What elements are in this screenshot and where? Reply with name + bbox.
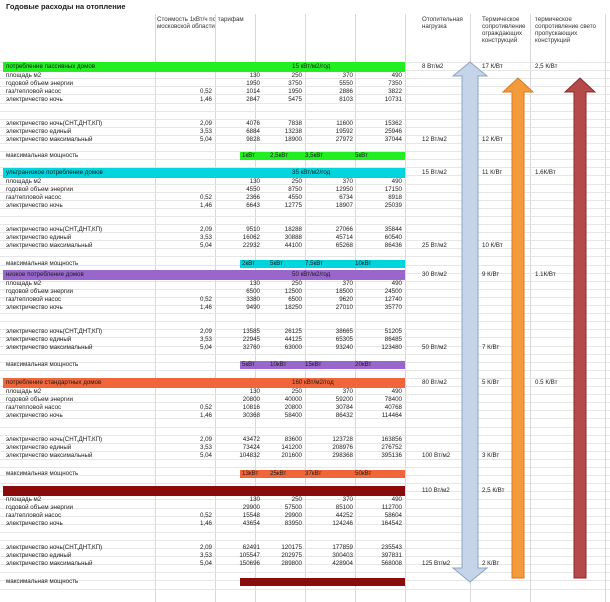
row-value-130: 6500 (246, 288, 260, 295)
row-value-370: 123728 (332, 436, 353, 443)
row-value-250: 83950 (284, 520, 302, 527)
row-price: 3,53 (199, 444, 212, 451)
row-value-130: 30368 (242, 412, 260, 419)
row-value-250: 29900 (284, 512, 302, 519)
row-value-130: 105547 (239, 552, 260, 559)
row-value-370: 300403 (332, 552, 353, 559)
row-value-490: 12740 (384, 296, 402, 303)
row-label: площадь м2 (6, 280, 42, 287)
row-label: электричество ночь(СНТ,ДНТ,КП) (6, 226, 103, 233)
section-load: 8 Вт/м2 (422, 63, 444, 70)
row-value-130: 6884 (246, 128, 260, 135)
row-value-490: 7350 (388, 80, 402, 87)
row-value-370: 19592 (335, 128, 353, 135)
section-resistance: 17 К/Вт (482, 63, 503, 70)
row-value-250: 1950 (288, 88, 302, 95)
section-load: 80 Вт/м2 (422, 379, 447, 386)
row-value-370: 177859 (332, 544, 353, 551)
max-power-value: 20кВт (355, 361, 372, 368)
row-price: 0,52 (199, 88, 212, 95)
row-label: электричество максимальный (6, 344, 93, 351)
row-value-130: 130 (249, 496, 260, 503)
row-value-250: 57500 (284, 504, 302, 511)
row-value-490: 490 (391, 280, 402, 287)
section-resistance-2: 12 К/Вт (482, 136, 503, 143)
row-value-370: 65305 (335, 336, 353, 343)
row-value-130: 4550 (246, 186, 260, 193)
row-value-250: 141200 (281, 444, 302, 451)
section-load-2: 50 Вт/м2 (422, 344, 447, 351)
row-value-250: 18900 (284, 136, 302, 143)
row-value-370: 45714 (335, 234, 353, 241)
section-label: низкое потребление домов (6, 271, 84, 278)
row-value-490: 123480 (381, 344, 402, 351)
row-value-130: 32760 (242, 344, 260, 351)
max-power-value: 15кВт (305, 361, 322, 368)
row-price: 2,09 (199, 120, 212, 127)
row-value-130: 22932 (242, 242, 260, 249)
section-resistance-2: 2 К/Вт (482, 560, 500, 567)
row-value-490: 276752 (381, 444, 402, 451)
row-price: 2,09 (199, 226, 212, 233)
row-value-130: 130 (249, 280, 260, 287)
row-value-250: 289800 (281, 560, 302, 567)
row-value-370: 370 (342, 496, 353, 503)
row-label: электричество ночь (6, 304, 63, 311)
row-price: 3,53 (199, 234, 212, 241)
row-value-130: 9828 (246, 136, 260, 143)
row-value-370: 2886 (339, 88, 353, 95)
max-power-label: максимальная мощность (6, 361, 79, 368)
row-price: 1,46 (199, 202, 212, 209)
row-value-370: 124246 (332, 520, 353, 527)
row-label: электричество единый (6, 128, 72, 135)
row-value-130: 22945 (242, 336, 260, 343)
row-value-250: 8750 (288, 186, 302, 193)
row-value-370: 208976 (332, 444, 353, 451)
row-value-370: 38665 (335, 328, 353, 335)
section-resistance-2: 7 К/Вт (482, 344, 500, 351)
row-value-370: 65268 (335, 242, 353, 249)
row-value-490: 86485 (384, 336, 402, 343)
row-label: электричество ночь (6, 520, 63, 527)
row-price: 1,46 (199, 304, 212, 311)
row-value-370: 428904 (332, 560, 353, 567)
row-label: электричество ночь (6, 96, 63, 103)
row-value-490: 235543 (381, 544, 402, 551)
max-power-label: максимальная мощность (6, 152, 79, 159)
row-value-370: 44252 (335, 512, 353, 519)
row-value-370: 30784 (335, 404, 353, 411)
row-price: 5,04 (199, 136, 212, 143)
row-value-490: 10731 (384, 96, 402, 103)
row-value-490: 25946 (384, 128, 402, 135)
section-resistance: 9 К/Вт (482, 271, 500, 278)
arrow-down-icon (453, 62, 487, 582)
row-value-250: 12500 (284, 288, 302, 295)
row-value-130: 3380 (246, 296, 260, 303)
row-price: 3,53 (199, 128, 212, 135)
row-value-130: 2847 (246, 96, 260, 103)
row-price: 0,52 (199, 296, 212, 303)
row-value-370: 85100 (335, 504, 353, 511)
header-cost: Стоимость 1кВт/ч по тарифам московской области (157, 16, 244, 30)
row-label: годовой объем энергии (6, 80, 73, 87)
row-value-490: 24500 (384, 288, 402, 295)
row-label: площадь м2 (6, 178, 42, 185)
row-value-250: 26125 (284, 328, 302, 335)
row-value-130: 29900 (242, 504, 260, 511)
row-price: 5,04 (199, 452, 212, 459)
row-price: 1,46 (199, 412, 212, 419)
section-resistance-2: 3 К/Вт (482, 452, 500, 459)
row-value-370: 12950 (335, 186, 353, 193)
row-label: электричество единый (6, 234, 72, 241)
section-load-2: 125 Вт/м2 (422, 560, 451, 567)
max-power-value: 2,5кВт (270, 152, 289, 159)
arrow-up-red-icon (565, 78, 595, 578)
row-value-250: 44100 (284, 242, 302, 249)
row-value-250: 12775 (284, 202, 302, 209)
arrow-up-orange-icon (503, 78, 533, 578)
row-value-250: 201600 (281, 452, 302, 459)
row-price: 0,52 (199, 404, 212, 411)
row-value-250: 250 (291, 72, 302, 79)
row-value-370: 8103 (339, 96, 353, 103)
max-power-value: 5кВт (355, 152, 368, 159)
max-power-value: 37кВт (305, 470, 322, 477)
max-power-value: 25кВт (270, 470, 287, 477)
max-power-value: 7,5кВт (305, 260, 324, 267)
row-value-130: 15548 (242, 512, 260, 519)
row-price: 5,04 (199, 242, 212, 249)
row-value-370: 27972 (335, 136, 353, 143)
row-value-370: 93240 (335, 344, 353, 351)
section-light-resistance: 1.6К/Вт (535, 169, 556, 176)
row-value-250: 250 (291, 388, 302, 395)
section-load: 15 Вт/м2 (422, 169, 447, 176)
section-load: 110 Вт/м2 (422, 487, 450, 494)
row-value-130: 62491 (242, 544, 260, 551)
row-value-370: 370 (342, 388, 353, 395)
row-price: 5,04 (199, 560, 212, 567)
row-value-250: 20800 (284, 404, 302, 411)
section-rate: 50 кВт/м2/год (292, 271, 331, 278)
row-label: газ/тепловой насос (6, 296, 62, 303)
row-price: 1,46 (199, 96, 212, 103)
section-rate: 15 кВт/м2/год (292, 63, 331, 70)
row-value-490: 163856 (381, 436, 402, 443)
row-value-250: 6500 (288, 296, 302, 303)
row-price: 2,09 (199, 436, 212, 443)
row-value-490: 490 (391, 496, 402, 503)
row-label: годовой объем энергии (6, 504, 73, 511)
row-value-370: 370 (342, 178, 353, 185)
row-label: электричество максимальный (6, 242, 93, 249)
max-power-value: 5кВт (270, 260, 283, 267)
row-value-490: 51205 (384, 328, 402, 335)
row-label: годовой объем энергии (6, 186, 73, 193)
row-value-490: 490 (391, 178, 402, 185)
row-value-490: 112700 (381, 504, 402, 511)
row-value-370: 370 (342, 72, 353, 79)
section-label: ультранизкое потребление домов (6, 169, 103, 176)
row-label: электричество ночь (6, 412, 63, 419)
row-value-490: 78400 (384, 396, 402, 403)
max-power-value: 10кВт (355, 260, 372, 267)
row-value-490: 490 (391, 388, 402, 395)
row-price: 0,52 (199, 194, 212, 201)
header-load: Отопительная нагрузка (422, 16, 463, 30)
row-value-130: 73424 (242, 444, 260, 451)
section-rate: 160 кВт/м2/год (292, 379, 334, 386)
row-value-250: 58400 (284, 412, 302, 419)
row-label: газ/тепловой насос (6, 404, 62, 411)
row-value-370: 59200 (335, 396, 353, 403)
row-price: 2,09 (199, 544, 212, 551)
row-value-250: 250 (291, 178, 302, 185)
row-price: 1,46 (199, 520, 212, 527)
row-value-250: 120175 (281, 544, 302, 551)
section-label: потребление пассивных домов (6, 63, 96, 70)
section-rate: 35 кВт/м2/год (292, 169, 331, 176)
row-value-250: 202975 (281, 552, 302, 559)
max-power-value: 2кВт (242, 260, 255, 267)
sheet-title: Годовые расходы на отопление (6, 2, 126, 11)
row-label: электричество ночь(СНТ,ДНТ,КП) (6, 436, 103, 443)
row-value-250: 250 (291, 496, 302, 503)
row-label: газ/тепловой насос (6, 512, 62, 519)
row-value-370: 18907 (335, 202, 353, 209)
header-light-resistance: термическое сопротивление свето пропускающих конструкций (535, 16, 596, 44)
row-value-130: 16062 (242, 234, 260, 241)
row-price: 0,52 (199, 512, 212, 519)
row-value-250: 5475 (288, 96, 302, 103)
row-value-250: 44125 (284, 336, 302, 343)
row-value-370: 27066 (335, 226, 353, 233)
row-value-130: 6643 (246, 202, 260, 209)
row-value-130: 43472 (242, 436, 260, 443)
row-label: газ/тепловой насос (6, 88, 62, 95)
row-label: площадь м2 (6, 496, 42, 503)
row-value-490: 25039 (384, 202, 402, 209)
section-resistance: 5 К/Вт (482, 379, 500, 386)
row-price: 2,09 (199, 328, 212, 335)
row-value-490: 8918 (388, 194, 402, 201)
row-value-130: 150696 (239, 560, 260, 567)
section-resistance: 11 К/Вт (482, 169, 503, 176)
row-label: электричество максимальный (6, 560, 93, 567)
row-value-370: 18500 (335, 288, 353, 295)
row-value-250: 4550 (288, 194, 302, 201)
row-price: 5,04 (199, 344, 212, 351)
row-value-490: 37044 (384, 136, 402, 143)
row-value-370: 27010 (335, 304, 353, 311)
row-value-490: 490 (391, 72, 402, 79)
row-price: 3,53 (199, 336, 212, 343)
row-value-490: 568008 (381, 560, 402, 567)
row-label: газ/тепловой насос (6, 194, 62, 201)
row-value-370: 9620 (339, 296, 353, 303)
row-value-130: 1950 (246, 80, 260, 87)
row-value-490: 60540 (384, 234, 402, 241)
row-value-490: 114464 (381, 412, 402, 419)
row-value-130: 4076 (246, 120, 260, 127)
row-value-370: 6734 (339, 194, 353, 201)
row-value-490: 164542 (381, 520, 402, 527)
row-label: электричество единый (6, 552, 72, 559)
row-value-250: 63000 (284, 344, 302, 351)
row-value-490: 17150 (384, 186, 402, 193)
row-value-370: 5550 (339, 80, 353, 87)
section-load: 30 Вт/м2 (422, 271, 447, 278)
row-value-130: 1014 (246, 88, 260, 95)
row-value-250: 250 (291, 280, 302, 287)
row-label: электричество максимальный (6, 452, 93, 459)
row-value-490: 3822 (388, 88, 402, 95)
row-value-370: 370 (342, 280, 353, 287)
section-label: потребление стандартных домов (6, 379, 102, 386)
row-label: годовой объем энергии (6, 396, 73, 403)
row-label: электричество ночь(СНТ,ДНТ,КП) (6, 328, 103, 335)
section-resistance-2: 10 К/Вт (482, 242, 503, 249)
row-value-250: 30888 (284, 234, 302, 241)
row-value-130: 9510 (246, 226, 260, 233)
row-value-130: 2366 (246, 194, 260, 201)
row-value-490: 35770 (384, 304, 402, 311)
row-value-130: 130 (249, 72, 260, 79)
row-value-130: 10816 (242, 404, 260, 411)
row-value-490: 35844 (384, 226, 402, 233)
row-value-250: 7838 (288, 120, 302, 127)
row-value-130: 43654 (242, 520, 260, 527)
row-value-490: 15362 (384, 120, 402, 127)
row-label: электричество единый (6, 444, 72, 451)
section-light-resistance: 2,5 К/Вт (535, 63, 558, 70)
max-power-label: максимальная мощность (6, 578, 79, 585)
max-power-value: 50кВт (355, 470, 372, 477)
header-resistance: Термическое сопротивление ограждающих конструкций (482, 16, 526, 44)
row-value-490: 397831 (381, 552, 402, 559)
max-power-label: максимальная мощность (6, 260, 79, 267)
row-value-490: 40768 (384, 404, 402, 411)
row-label: электричество ночь (6, 202, 63, 209)
row-value-250: 3750 (288, 80, 302, 87)
row-value-130: 13585 (242, 328, 260, 335)
row-value-250: 40000 (284, 396, 302, 403)
section-load-2: 100 Вт/м2 (422, 452, 451, 459)
row-value-250: 18250 (284, 304, 302, 311)
max-power-value: 10кВт (270, 361, 287, 368)
row-label: площадь м2 (6, 388, 42, 395)
row-value-130: 104832 (239, 452, 260, 459)
row-label: годовой объем энергии (6, 288, 73, 295)
max-power-label: максимальная мощность (6, 470, 79, 477)
row-value-490: 58604 (384, 512, 402, 519)
section-load-2: 25 Вт/м2 (422, 242, 447, 249)
row-value-490: 86436 (384, 242, 402, 249)
row-value-130: 130 (249, 178, 260, 185)
row-label: электричество единый (6, 336, 72, 343)
row-value-130: 130 (249, 388, 260, 395)
max-power-value: 13кВт (242, 470, 259, 477)
max-power-value: 5кВт (242, 361, 255, 368)
section-resistance: 2,5 К/Вт (482, 487, 505, 494)
row-label: электричество ночь(СНТ,ДНТ,КП) (6, 544, 103, 551)
row-label: электричество ночь(СНТ,ДНТ,КП) (6, 120, 103, 127)
row-value-370: 86432 (335, 412, 353, 419)
row-value-130: 9490 (246, 304, 260, 311)
row-price: 3,53 (199, 552, 212, 559)
row-value-250: 83600 (284, 436, 302, 443)
max-power-value: 3,5кВт (305, 152, 324, 159)
section-light-resistance: 0.5 К/Вт (535, 379, 558, 386)
section-load-2: 12 Вт/м2 (422, 136, 447, 143)
row-label: площадь м2 (6, 72, 42, 79)
section-light-resistance: 1.1К/Вт (535, 271, 556, 278)
row-value-250: 18288 (284, 226, 302, 233)
row-value-370: 11600 (336, 120, 353, 127)
row-value-130: 20800 (242, 396, 260, 403)
row-value-370: 298368 (332, 452, 353, 459)
max-power-value: 1кВт (242, 152, 255, 159)
row-value-250: 13238 (284, 128, 302, 135)
row-value-490: 395136 (381, 452, 402, 459)
row-label: электричество максимальный (6, 136, 93, 143)
